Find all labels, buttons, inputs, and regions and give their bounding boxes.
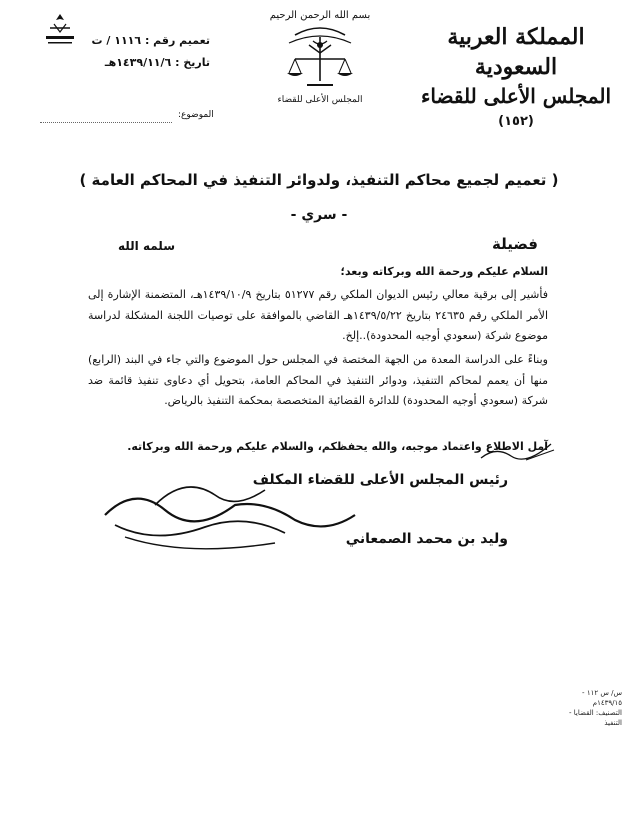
circular-date-row: [92, 52, 211, 74]
basmala: بسم الله الرحمن الرحيم: [269, 10, 371, 21]
closing: آمل الاطلاع واعتماد موجبه، والله يحفظكم، والسلام عليكم ورحمة الله وبركاته.: [127, 440, 548, 453]
addressee: فضيلة: [492, 235, 538, 253]
initials-mark-icon: [476, 436, 556, 466]
signatory-title: رئيس المجلس الأعلى للقضاء المكلف: [252, 472, 508, 488]
vision-2030-logo-icon: [40, 10, 80, 50]
circular-date-value: ١٤٣٩/١١/٦هـ: [104, 56, 172, 69]
greeting: السلام عليكم ورحمة الله وبركاته وبعد؛: [340, 265, 548, 278]
footer-reference: [560, 688, 622, 728]
subject-line: [40, 122, 172, 123]
letterhead-center: [265, 10, 375, 105]
kingdom-name: المملكة العربية السعودية: [447, 24, 585, 80]
document-title: ( تعميم لجميع محاكم التنفيذ، ولدوائر التنفيذ في المحاكم العامة ): [79, 171, 559, 189]
circular-meta: [92, 30, 211, 74]
circular-number-label: تعميم رقم :: [144, 34, 210, 47]
letterhead-right: [416, 22, 616, 129]
classification-label: - سري -: [290, 207, 348, 223]
form-number: (١٥٢): [498, 114, 534, 129]
footer-classification: التصنيف: القضايا - التنفيذ: [569, 709, 622, 727]
circular-date-label: تاريخ :: [175, 56, 210, 69]
footer-ref: س/ س ١١٢ - ١٤٣٩/١٥م: [582, 689, 622, 707]
signatory-name: وليد بن محمد الصمعاني: [345, 531, 508, 547]
handwritten-signature-icon: [95, 465, 455, 565]
council-name: المجلس الأعلى للقضاء: [420, 84, 612, 108]
subject-label: الموضوع:: [178, 110, 214, 120]
scales-emblem-icon: [275, 23, 365, 93]
circular-number-row: [92, 30, 211, 52]
blessing: سلمه الله: [118, 239, 175, 253]
emblem-caption: المجلس الأعلى للقضاء: [277, 95, 363, 105]
paragraph-1: فأشير إلى برقية معالي رئيس الديوان الملكي رقم ٥١٢٧٧ بتاريخ ١٤٣٩/١٠/٩هـ، المتضمنة الإشارة إلى الأمر الملكي رقم ٢٤٦٣٥ بتاريخ ١٤٣٩/٥/٢٢هـ القاضي بالموافقة على توصيات اللجنة المشكلة لدراسة موضوع شركة (سعودي أوجيه المحدودة)..إلخ.: [88, 288, 548, 343]
paragraph-2: وبناءً على الدراسة المعدة من الجهة المختصة في المجلس حول الموضوع والتي جاء في البند (الرابع) منها أن يعمم لمحاكم التنفيذ، ودوائر التنفيذ في المحاكم العامة، بتحويل أي دعاوى تنفيذ قائمة ضد شركة (سعودي أوجيه المحدودة) للدائرة القضائية المتخصصة بمحكمة التنفيذ بالرياض.: [88, 353, 548, 408]
circular-number-value: ١١١٦ / ت: [91, 34, 142, 47]
